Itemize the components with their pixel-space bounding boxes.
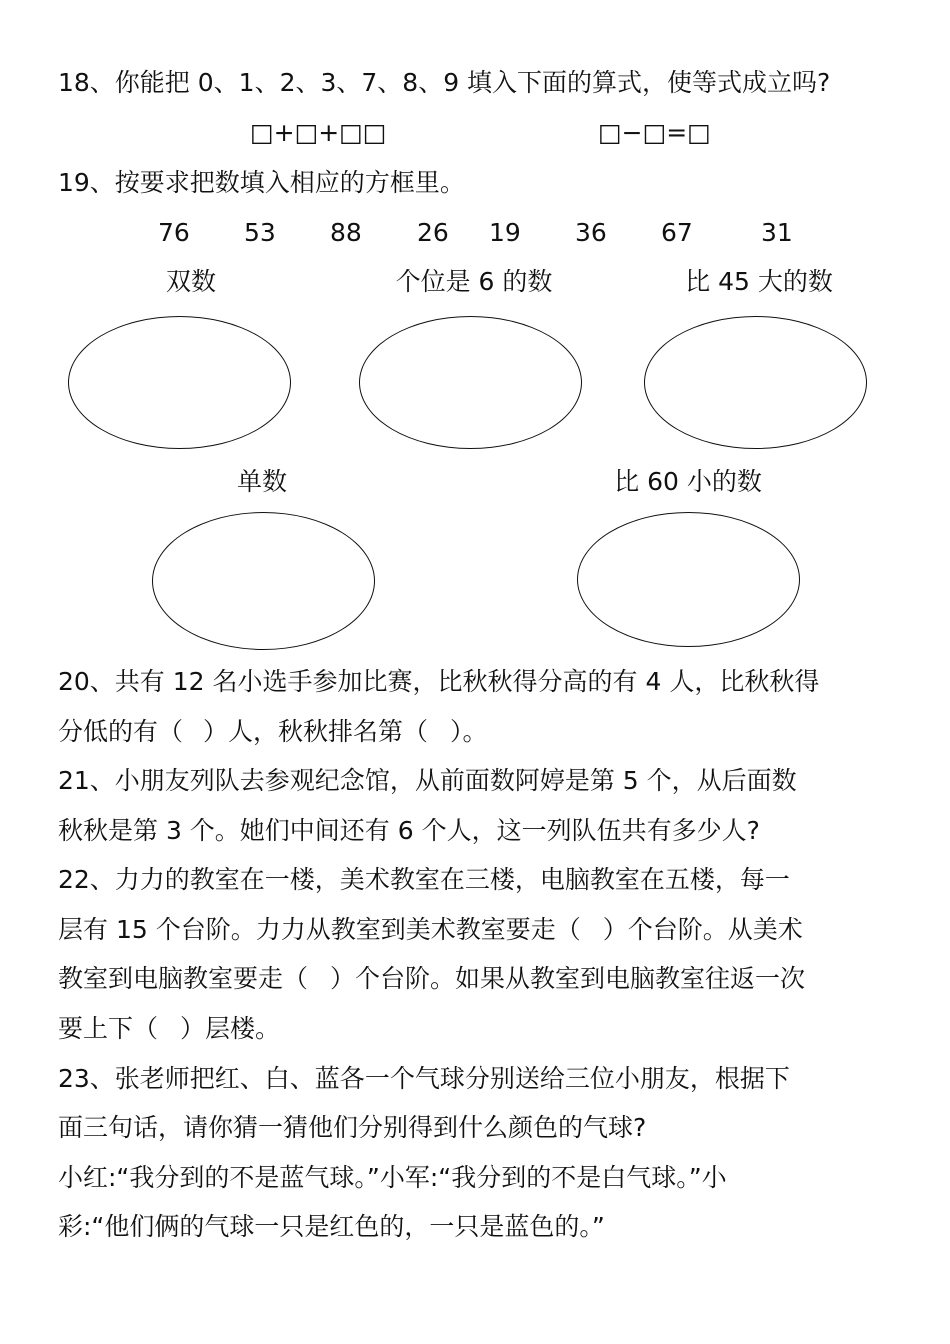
label-ones-digit-six: 个位是 6 的数	[395, 267, 553, 296]
q22-line3	[58, 962, 805, 996]
q21-line2: 秋秋是第 3 个。她们中间还有 6 个人，这一列队伍共有多少人?	[58, 816, 760, 845]
q19-number: 31	[761, 218, 793, 247]
label-less-than-60: 比 60 小的数	[614, 467, 762, 496]
q20-line2	[58, 715, 488, 749]
label-even-numbers: 双数	[165, 267, 217, 296]
q22-line2	[58, 913, 803, 947]
q22-line4-part: 要上下（	[58, 1014, 159, 1043]
oval-less-than-60[interactable]	[577, 512, 800, 647]
q23-line1: 23、张老师把红、白、蓝各一个气球分别送给三位小朋友，根据下	[58, 1064, 790, 1093]
q22-line4-part: ）层楼。	[180, 1014, 281, 1043]
q19-number: 36	[575, 218, 607, 247]
q22-line4	[58, 1012, 280, 1046]
q23-line2: 面三句话，请你猜一猜他们分别得到什么颜色的气球?	[58, 1113, 647, 1142]
q22-line2-part: ）个台阶。从美术	[602, 915, 803, 944]
q19-number: 53	[244, 218, 276, 247]
oval-even-numbers[interactable]	[68, 316, 291, 449]
q23-line3: 小红:“我分到的不是蓝气球。”小军:“我分到的不是白气球。”小	[58, 1163, 727, 1192]
q19-number: 26	[417, 218, 449, 247]
q20-line2-part: ）。	[450, 717, 488, 746]
oval-odd-numbers[interactable]	[152, 512, 375, 650]
q22-line3-part: ）个台阶。如果从教室到电脑教室往返一次	[330, 964, 806, 993]
oval-ones-digit-six[interactable]	[359, 316, 582, 449]
q19-number: 67	[661, 218, 693, 247]
q20-line2-part: 分低的有（	[58, 717, 184, 746]
q19-number: 88	[330, 218, 362, 247]
q19-number: 19	[489, 218, 521, 247]
q22-line1: 22、力力的教室在一楼，美术教室在三楼，电脑教室在五楼，每一	[58, 865, 790, 894]
q20-line2-part: ）人，秋秋排名第（	[203, 717, 429, 746]
q18-formula-left: □+□+□□	[250, 118, 387, 147]
label-odd-numbers: 单数	[236, 467, 288, 496]
q18-formula-right: □−□=□	[598, 118, 711, 147]
q19-number: 76	[158, 218, 190, 247]
q21-line1: 21、小朋友列队去参观纪念馆，从前面数阿婷是第 5 个，从后面数	[58, 766, 797, 795]
q20-line1: 20、共有 12 名小选手参加比赛，比秋秋得分高的有 4 人，比秋秋得	[58, 667, 820, 696]
oval-greater-than-45[interactable]	[644, 316, 867, 449]
q22-line2-part: 层有 15 个台阶。力力从教室到美术教室要走（	[58, 915, 581, 944]
q23-line4: 彩:“他们俩的气球一只是红色的，一只是蓝色的。”	[58, 1212, 605, 1241]
q18-text: 18、你能把 0、1、2、3、7、8、9 填入下面的算式，使等式成立吗?	[58, 68, 831, 97]
label-greater-than-45: 比 45 大的数	[685, 267, 833, 296]
q19-text: 19、按要求把数填入相应的方框里。	[58, 168, 465, 197]
q22-line3-part: 教室到电脑教室要走（	[58, 964, 309, 993]
